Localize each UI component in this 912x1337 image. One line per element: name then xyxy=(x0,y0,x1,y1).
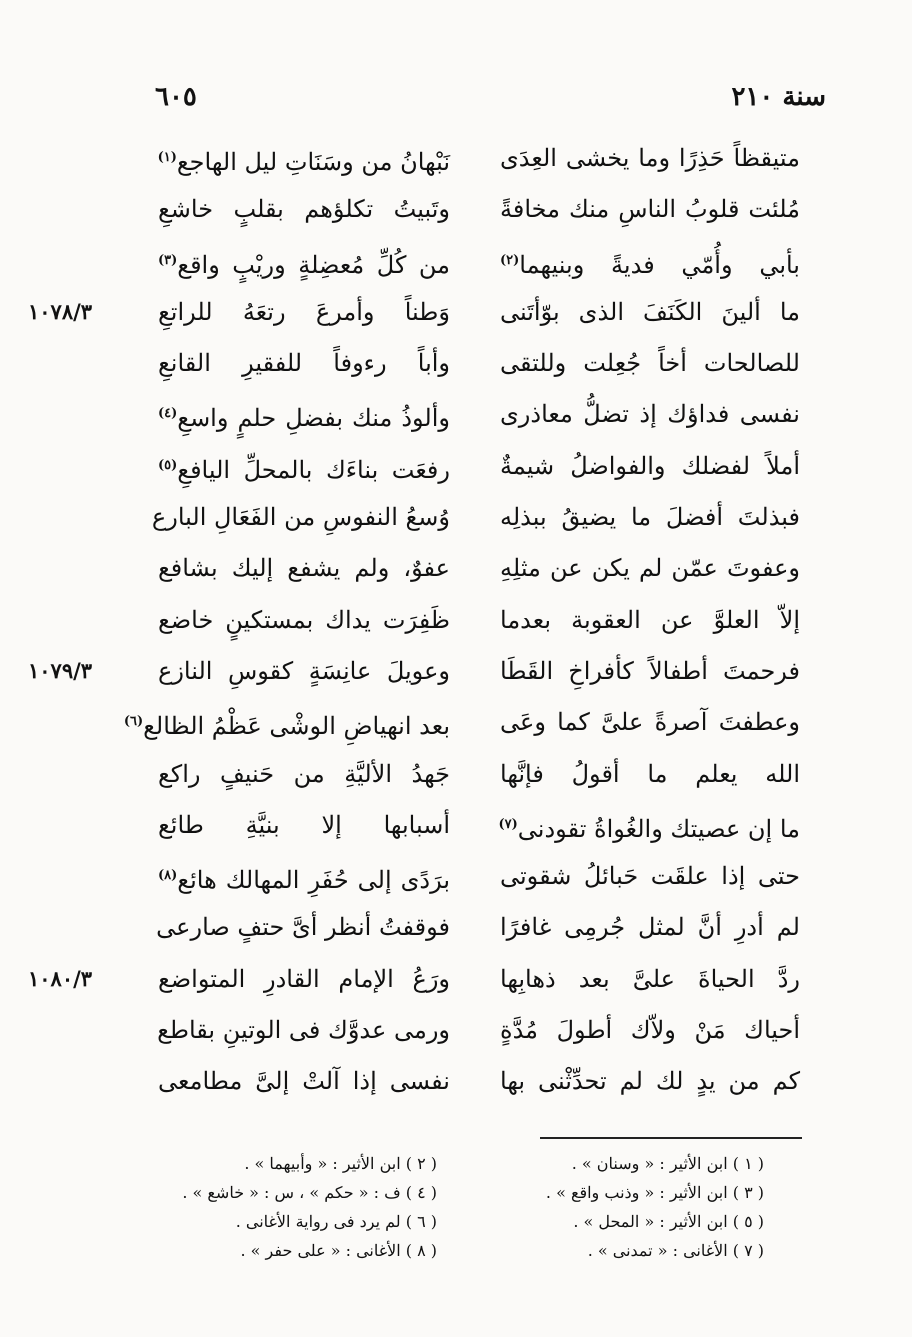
hemistich-text: وعفوتَ عمّن لم يكن عن مثلِهِ xyxy=(500,554,800,583)
hemistich-text: أسبابها إلا بنيَّةِ طائع xyxy=(158,810,450,839)
verse-first-hemistich xyxy=(500,495,800,539)
verse-first-hemistich xyxy=(500,598,800,642)
footnote-item: ( ٥ ) ابن الأثير : « المحل » . xyxy=(573,1212,764,1231)
hemistich-text: ورمى عدوَّك فى الوتينِ بقاطع xyxy=(157,1016,450,1045)
verse-row xyxy=(0,592,912,643)
hemistich-text: حتى إذا علقَت حَبائلُ شقوتى xyxy=(500,862,800,891)
verse-second-hemistich xyxy=(158,444,450,488)
verse-first-hemistich xyxy=(500,854,800,898)
hemistich-text: ورَعُ الإمام القادرِ المتواضع xyxy=(158,964,450,993)
hemistich-text: عفوٌ، ولم يشفع إليك بشافع xyxy=(158,554,450,583)
verse-first-hemistich xyxy=(500,752,800,796)
verse-second-hemistich xyxy=(158,136,450,180)
verse-row xyxy=(0,951,912,1002)
hemistich-text: أحياك مَنْ ولاّك أطولَ مُدَّةٍ xyxy=(500,1016,800,1045)
verse-row xyxy=(0,1002,912,1053)
margin-reference: ١٠٧٩/٣ xyxy=(28,657,93,683)
footnote-marker: (٣) xyxy=(158,252,178,268)
verse-first-hemistich xyxy=(500,136,800,180)
verse-row xyxy=(0,181,912,232)
footnote-marker: (١) xyxy=(157,150,177,165)
hemistich-text: كم من يدٍ لك لم تحدِّثْنى بها xyxy=(500,1067,800,1096)
verse-second-hemistich xyxy=(158,1008,450,1052)
year-heading: سنة ٢١٠ xyxy=(731,82,826,112)
hemistich-text: نَبْهانُ من وسَنَاتِ ليل الهاجع xyxy=(176,148,450,176)
hemistich-text: ردَّ الحياةَ علىَّ بعد ذهابِها xyxy=(500,964,800,993)
margin-reference: ١٠٨٠/٣ xyxy=(28,965,93,991)
verse-second-hemistich xyxy=(151,495,450,539)
verse-row xyxy=(0,386,912,437)
verse-first-hemistich xyxy=(500,392,800,436)
footnote-row xyxy=(0,1237,912,1266)
verse-row xyxy=(0,438,912,489)
footnote-rule xyxy=(540,1137,802,1139)
footnote-row xyxy=(0,1150,912,1179)
verse-second-hemistich xyxy=(158,341,450,385)
verse-first-hemistich xyxy=(500,341,800,385)
verse-row xyxy=(0,848,912,899)
hemistich-text: ما ألينَ الكَنَفَ الذى بوّأتَنى xyxy=(500,297,800,326)
verse-second-hemistich xyxy=(158,752,450,796)
hemistich-text: فوقفتُ أنظر أىَّ حتفٍ صارعى xyxy=(156,913,450,942)
verse-second-hemistich xyxy=(158,905,450,949)
verse-first-hemistich xyxy=(500,187,800,231)
hemistich-text: وعطفتَ آصرةً علىَّ كما وعَى xyxy=(500,708,800,737)
verse-second-hemistich xyxy=(158,546,450,590)
footnote-item: ( ٣ ) ابن الأثير : « وذنب واقع » . xyxy=(545,1183,764,1202)
verse-row xyxy=(0,643,912,694)
hemistich-text: نفسى فداؤك إذ تضلُّ معاذرى xyxy=(500,400,800,429)
verse-first-hemistich xyxy=(500,649,800,693)
hemistich-text: وأباً رءوفاً للفقيرِ القانعِ xyxy=(158,349,450,378)
hemistich-text: مُلئت قلوبُ الناسِ منك مخافةً xyxy=(500,195,800,224)
verse-row xyxy=(0,284,912,335)
footnote-marker: (٨) xyxy=(158,868,178,884)
hemistich-text: بأبي وأُمّي فديةً وبنيهما xyxy=(519,250,800,279)
verse-first-hemistich xyxy=(500,239,800,283)
verse-second-hemistich xyxy=(158,392,450,436)
verse-row xyxy=(0,746,912,797)
hemistich-text: من كُلِّ مُعضِلةٍ وريْبٍ واقع xyxy=(177,250,450,279)
verse-second-hemistich xyxy=(158,239,450,283)
hemistich-text: بعد انهياضِ الوشْى عَظْمُ الظالع xyxy=(143,712,450,741)
verse-second-hemistich xyxy=(158,187,450,231)
hemistich-text: وتَبيتُ تكلؤهم بقلبٍ خاشعِ xyxy=(158,195,450,224)
hemistich-text: فرحمتَ أطفالاً كأفراخِ القَطَا xyxy=(500,656,800,685)
hemistich-text: ما إن عصيتك والغُواةُ تقودنى xyxy=(517,814,800,843)
footnote-item: ( ١ ) ابن الأثير : « وسنان » . xyxy=(571,1154,764,1173)
hemistich-text: وعويلَ عانِسَةٍ كقوسِ النازع xyxy=(158,656,450,685)
verse-second-hemistich xyxy=(158,1059,450,1103)
footnotes xyxy=(0,1150,912,1266)
hemistich-text: فبذلتَ أفضلَ ما يضيقُ ببذلِه xyxy=(500,503,800,532)
hemistich-text: نفسى إذا آلتْ إلىَّ مطامعى xyxy=(158,1067,450,1096)
verse-row xyxy=(0,694,912,745)
verse-first-hemistich xyxy=(500,290,800,334)
footnote-item: ( ٤ ) ف : « حكم » ، س : « خاشع » . xyxy=(182,1183,437,1202)
footnote-item: ( ٨ ) الأغانى : « على حفر » . xyxy=(240,1241,437,1260)
verse-row xyxy=(0,1053,912,1104)
verse-row xyxy=(0,130,912,181)
footnote-item: ( ٢ ) ابن الأثير : « وأبيهما » . xyxy=(244,1154,437,1173)
footnote-marker: (٧) xyxy=(498,816,518,832)
margin-reference: ١٠٧٨/٣ xyxy=(28,298,93,324)
hemistich-text: وألوذُ منك بفضلِ حلمٍ واسعِ xyxy=(177,404,450,433)
verse-row xyxy=(0,540,912,591)
hemistich-text: للصالحات أخاً جُعِلت وللتقى xyxy=(500,349,800,378)
hemistich-text: متيقظاً حَذِرًا وما يخشى العِدَى xyxy=(500,144,800,172)
verse-first-hemistich xyxy=(500,1008,800,1052)
hemistich-text: أملاً لفضلك والفواضلُ شيمةٌ xyxy=(500,451,800,480)
footnote-marker: (٤) xyxy=(158,406,178,422)
verse-first-hemistich xyxy=(500,803,800,847)
hemistich-text: برَدًى إلى حُفَرِ المهالك هائع xyxy=(177,866,450,895)
verse-second-hemistich xyxy=(158,803,450,847)
verse-first-hemistich xyxy=(500,444,800,488)
page-header xyxy=(0,82,912,122)
hemistich-text: رفعَت بناءَك بالمحلِّ اليافعِ xyxy=(177,455,450,484)
footnote-marker: (٢) xyxy=(500,252,520,268)
verse-second-hemistich xyxy=(123,700,450,744)
verse-row xyxy=(0,335,912,386)
hemistich-text: جَهدُ الأليَّةِ من حَنيفٍ راكع xyxy=(158,759,450,788)
verse-first-hemistich xyxy=(500,957,800,1001)
verse-row xyxy=(0,899,912,950)
hemistich-text: وَطناً وأمرعَ رتعَهُ للراتعِ xyxy=(158,297,450,326)
hemistich-text: لم أدرِ أنَّ لمثل جُرمِى غافرًا xyxy=(500,913,800,942)
footnote-row xyxy=(0,1208,912,1237)
verse-first-hemistich xyxy=(500,905,800,949)
verse-row xyxy=(0,489,912,540)
verse-second-hemistich xyxy=(158,598,450,642)
verse-second-hemistich xyxy=(158,957,450,1001)
verse-first-hemistich xyxy=(500,1059,800,1103)
verse-second-hemistich xyxy=(158,649,450,693)
footnote-marker: (٦) xyxy=(123,714,144,730)
poem-body xyxy=(0,130,912,1105)
verse-second-hemistich xyxy=(158,854,450,898)
verse-first-hemistich xyxy=(500,700,800,744)
verse-second-hemistich xyxy=(158,290,450,334)
verse-first-hemistich xyxy=(500,546,800,590)
verse-row xyxy=(0,233,912,284)
footnote-item: ( ٧ ) الأغانى : « تمدنى » . xyxy=(587,1241,764,1260)
footnote-marker: (٥) xyxy=(158,457,178,473)
footnote-row xyxy=(0,1179,912,1208)
hemistich-text: ظَفِرَت يداك بمستكينٍ خاضع xyxy=(158,605,450,634)
footnote-item: ( ٦ ) لم يرد فى رواية الأغانى . xyxy=(235,1212,437,1231)
hemistich-text: الله يعلم ما أقولُ فإنَّها xyxy=(500,759,800,788)
hemistich-text: وُسعُ النفوسِ من الفَعَالِ البارع xyxy=(151,503,450,532)
verse-row xyxy=(0,797,912,848)
page-number: ٦٠٥ xyxy=(155,82,197,112)
hemistich-text: إلاّ العلوَّ عن العقوبة بعدما xyxy=(500,605,800,634)
